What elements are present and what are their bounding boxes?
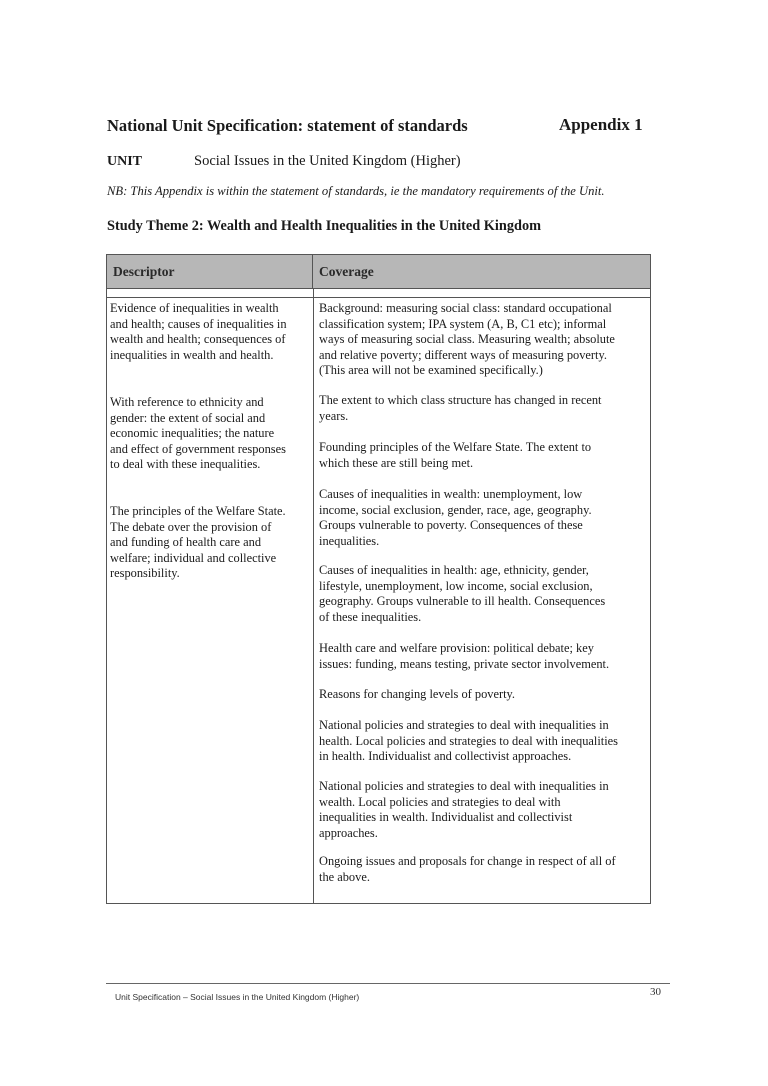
text-line: lifestyle, unemployment, low income, social exclusion,	[319, 578, 593, 593]
unit-label: UNIT	[107, 154, 143, 169]
descriptor-block	[110, 301, 310, 363]
descriptor-block	[110, 504, 310, 582]
text-line: responsibility.	[110, 566, 180, 581]
descriptor-header: Descriptor	[113, 264, 175, 279]
text-line: welfare; individual and collective	[110, 550, 277, 565]
text-line: the above.	[319, 869, 370, 884]
text-line: wealth. Local policies and strategies to deal with	[319, 794, 561, 809]
text-line: to deal with these inequalities.	[110, 457, 261, 472]
text-line: Founding principles of the Welfare State. The extent to	[319, 440, 592, 454]
footer-text: Unit Specification – Social Issues in the United Kingdom (Higher)	[115, 992, 360, 1002]
text-line: inequalities in wealth and health.	[110, 347, 274, 362]
coverage-block	[319, 563, 649, 625]
study-theme-heading: Study Theme 2: Wealth and Health Inequalities in the United Kingdom	[107, 218, 542, 234]
text-line: Health care and welfare provision: political debate; key	[319, 641, 594, 655]
text-line: With reference to ethnicity and	[110, 395, 264, 409]
header-spacer-row	[107, 289, 650, 298]
coverage-block	[319, 487, 649, 549]
coverage-header-cell	[313, 255, 650, 288]
text-line: The extent to which class structure has changed in recent	[319, 393, 602, 407]
text-line: Groups vulnerable to poverty. Consequences of these	[319, 518, 583, 533]
unit-value: Social Issues in the United Kingdom (Higher)	[194, 153, 461, 169]
text-line: geography. Groups vulnerable to ill health. Consequences	[319, 594, 606, 609]
coverage-block	[319, 393, 649, 424]
text-line: and funding of health care and	[110, 535, 262, 550]
text-line: Ongoing issues and proposals for change in respect of all of	[319, 854, 616, 868]
page-title: National Unit Specification: statement of standards	[107, 116, 468, 135]
text-line: Background: measuring social class: standard occupational	[319, 301, 612, 315]
coverage-block	[319, 687, 649, 703]
footer-rule	[106, 983, 670, 984]
column-divider	[313, 289, 314, 903]
text-line: and effect of government responses	[110, 441, 286, 456]
text-line: Evidence of inequalities in wealth	[110, 301, 279, 315]
text-line: approaches.	[319, 825, 378, 840]
text-line: (This area will not be examined specifically.)	[319, 363, 543, 378]
text-line: Causes of inequalities in wealth: unemployment, low	[319, 487, 583, 501]
text-line: The debate over the provision of	[110, 519, 272, 534]
descriptor-block	[110, 395, 310, 473]
table-header-row	[107, 255, 650, 289]
page-number: 30	[650, 986, 661, 998]
coverage-block	[319, 641, 649, 672]
text-line: Causes of inequalities in health: age, ethnicity, gender,	[319, 563, 589, 577]
coverage-block	[319, 854, 649, 885]
text-line: issues: funding, means testing, private sector involvement.	[319, 656, 610, 671]
text-line: which these are still being met.	[319, 455, 474, 470]
coverage-block	[319, 718, 649, 765]
standards-table	[106, 254, 651, 904]
text-line: inequalities.	[319, 533, 380, 548]
text-line: Reasons for changing levels of poverty.	[319, 687, 516, 701]
appendix-label: Appendix 1	[559, 115, 643, 134]
coverage-block	[319, 301, 649, 379]
text-line: and relative poverty; different ways of measuring poverty.	[319, 347, 607, 362]
text-line: classification system; IPA system (A, B, C1 etc); informal	[319, 316, 607, 331]
text-line: gender: the extent of social and	[110, 410, 266, 425]
text-line: economic inequalities; the nature	[110, 426, 275, 441]
text-line: The principles of the Welfare State.	[110, 504, 286, 518]
text-line: National policies and strategies to deal with inequalities in	[319, 779, 609, 793]
text-line: in health. Individualist and collectivist approaches.	[319, 749, 572, 764]
text-line: of these inequalities.	[319, 609, 422, 624]
text-line: and health; causes of inequalities in	[110, 316, 287, 331]
text-line: wealth and health; consequences of	[110, 332, 286, 347]
appendix-note: NB: This Appendix is within the statement of standards, ie the mandatory requirements of the Unit.	[107, 184, 605, 198]
text-line: years.	[319, 408, 349, 423]
text-line: National policies and strategies to deal with inequalities in	[319, 718, 609, 732]
descriptor-header-cell	[107, 255, 313, 288]
text-line: ways of measuring social class. Measuring wealth; absolute	[319, 332, 615, 347]
coverage-block	[319, 779, 649, 841]
text-line: health. Local policies and strategies to deal with inequalities	[319, 733, 619, 748]
text-line: income, social exclusion, gender, race, age, geography.	[319, 502, 592, 517]
coverage-header: Coverage	[319, 264, 374, 279]
coverage-block	[319, 440, 649, 471]
text-line: inequalities in wealth. Individualist and collectivist	[319, 810, 573, 825]
